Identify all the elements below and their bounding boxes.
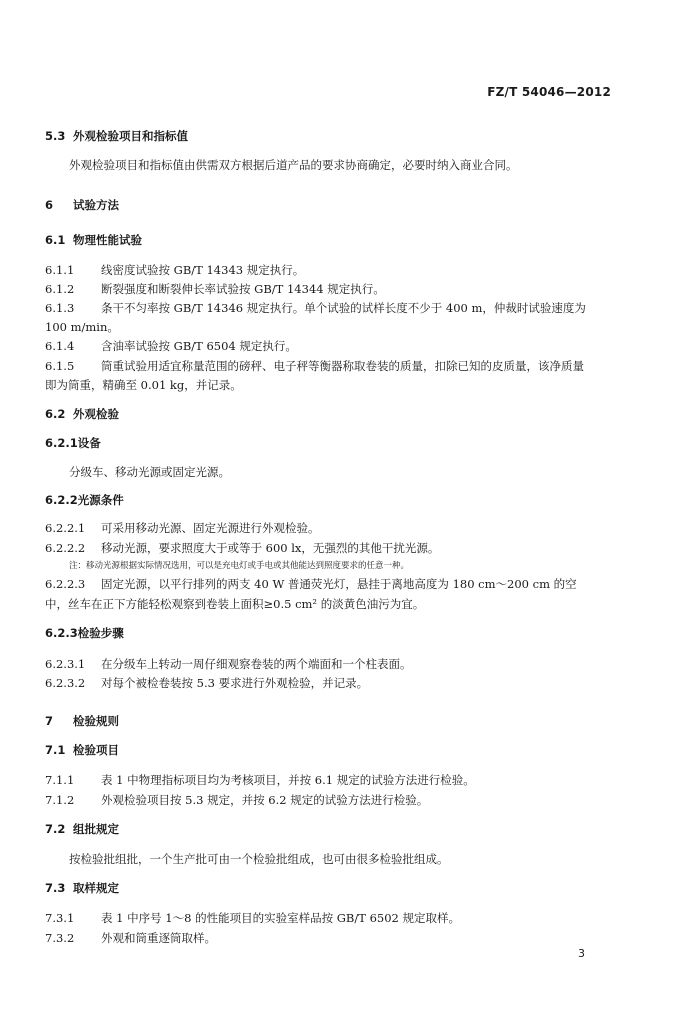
section-title: 外观检验项目和指标值 <box>73 129 188 143</box>
page-number: 3 <box>578 947 585 960</box>
continuation-text: 中，丝车在正下方能轻松观察到卷装上面积≥0.5 cm² 的淡黄色油污为宜。 <box>45 597 425 611</box>
clause-number: 7.3.1 <box>45 911 75 925</box>
clause-number: 6.2.2.2 <box>45 541 86 555</box>
clause-number: 6.1.3 <box>45 301 75 315</box>
continuation-text: 100 m/min。 <box>45 320 119 334</box>
section-title: 组批规定 <box>73 822 119 836</box>
section-heading <box>45 406 119 422</box>
section-title: 检验项目 <box>73 743 119 757</box>
continuation-text: 即为筒重，精确至 0.01 kg，并记录。 <box>45 378 242 392</box>
clause-text: 断裂强度和断裂伸长率试验按 GB/T 14344 规定执行。 <box>101 282 385 296</box>
section-title: 检验步骤 <box>77 626 124 640</box>
clause-number: 7.1.2 <box>45 793 75 807</box>
clause-number: 6.1.2 <box>45 282 75 296</box>
section-heading <box>45 742 119 758</box>
clause-text: 外观和筒重逐筒取样。 <box>101 931 216 945</box>
section-heading <box>45 625 124 641</box>
clause-item <box>45 792 428 808</box>
clause-item <box>45 520 320 536</box>
section-heading <box>45 435 101 451</box>
section-number: 6.2.2 <box>45 493 78 507</box>
clause-item <box>45 262 304 278</box>
clause-text: 线密度试验按 GB/T 14343 规定执行。 <box>101 263 305 277</box>
paragraph-text: 外观检验项目和指标值由供需双方根据后道产品的要求协商确定，必要时纳入商业合同。 <box>69 158 518 172</box>
clause-item <box>45 281 385 297</box>
clause-item <box>45 338 297 354</box>
section-heading <box>45 197 119 213</box>
clause-number: 6.2.2.3 <box>45 577 86 591</box>
clause-number: 6.2.3.2 <box>45 676 86 690</box>
clause-text: 外观检验项目按 5.3 规定，并按 6.2 规定的试验方法进行检验。 <box>101 793 429 807</box>
clause-text: 表 1 中序号 1～8 的性能项目的实验室样品按 GB/T 6502 规定取样。 <box>101 911 460 925</box>
clause-number: 7.3.2 <box>45 931 75 945</box>
section-heading <box>45 232 142 248</box>
section-title: 外观检验 <box>73 407 119 421</box>
clause-item <box>45 656 412 672</box>
clause-text: 在分级车上转动一周仔细观察卷装的两个端面和一个柱表面。 <box>101 657 412 671</box>
section-number: 7 <box>45 714 54 728</box>
clause-item <box>45 930 216 946</box>
clause-item <box>45 675 368 691</box>
clause-item <box>45 772 475 788</box>
clause-number: 6.1.1 <box>45 263 75 277</box>
section-number: 6.1 <box>45 233 66 247</box>
clause-number: 6.2.3.1 <box>45 657 86 671</box>
section-heading <box>45 880 119 896</box>
clause-text: 含油率试验按 GB/T 6504 规定执行。 <box>101 339 297 353</box>
section-number: 6 <box>45 198 54 212</box>
section-number: 7.2 <box>45 822 66 836</box>
section-title: 光源条件 <box>77 493 124 507</box>
section-heading <box>45 492 124 508</box>
paragraph-text: 分级车、移动光源或固定光源。 <box>69 465 230 479</box>
clause-number: 7.1.1 <box>45 773 75 787</box>
section-number: 6.2 <box>45 407 66 421</box>
clause-item <box>45 358 584 374</box>
clause-item <box>45 540 439 556</box>
clause-text: 表 1 中物理指标项目均为考核项目，并按 6.1 规定的试验方法进行检验。 <box>101 773 475 787</box>
clause-item <box>45 910 460 926</box>
clause-text: 可采用移动光源、固定光源进行外观检验。 <box>101 521 320 535</box>
clause-text: 条干不匀率按 GB/T 14346 规定执行。单个试验的试样长度不少于 400 m，仲裁时试验速度为 <box>101 301 586 315</box>
clause-number: 6.1.5 <box>45 359 75 373</box>
section-heading <box>45 128 188 144</box>
section-heading <box>45 821 119 837</box>
paragraph-text: 按检验批组批，一个生产批可由一个检验批组成，也可由很多检验批组成。 <box>69 852 449 866</box>
section-number: 6.2.1 <box>45 436 78 450</box>
clause-number: 6.2.2.1 <box>45 521 86 535</box>
clause-item <box>45 576 577 592</box>
standard-number: FZ/T 54046—2012 <box>487 85 611 99</box>
note-text: 注：移动光源根据实际情况选用，可以是充电灯或手电或其他能达到照度要求的任意一种。 <box>69 561 410 571</box>
section-title: 物理性能试验 <box>73 233 142 247</box>
section-number: 7.3 <box>45 881 66 895</box>
clause-text: 对每个被检卷装按 5.3 要求进行外观检验，并记录。 <box>101 676 369 690</box>
clause-item <box>45 300 586 316</box>
section-title: 试验方法 <box>73 198 119 212</box>
section-number: 7.1 <box>45 743 66 757</box>
clause-number: 6.1.4 <box>45 339 75 353</box>
clause-text: 固定光源，以平行排列的两支 40 W 普通荧光灯，悬挂于离地高度为 180 cm～200 cm 的空 <box>101 577 577 591</box>
section-number: 5.3 <box>45 129 66 143</box>
clause-text: 移动光源，要求照度大于或等于 600 lx，无强烈的其他干扰光源。 <box>101 541 440 555</box>
section-title: 检验规则 <box>73 714 119 728</box>
section-title: 设备 <box>77 436 101 450</box>
section-title: 取样规定 <box>73 881 119 895</box>
clause-text: 筒重试验用适宜称量范围的磅秤、电子秤等衡器称取卷装的质量，扣除已知的皮质量，该净质量 <box>101 359 584 373</box>
section-number: 6.2.3 <box>45 626 78 640</box>
section-heading <box>45 713 119 729</box>
